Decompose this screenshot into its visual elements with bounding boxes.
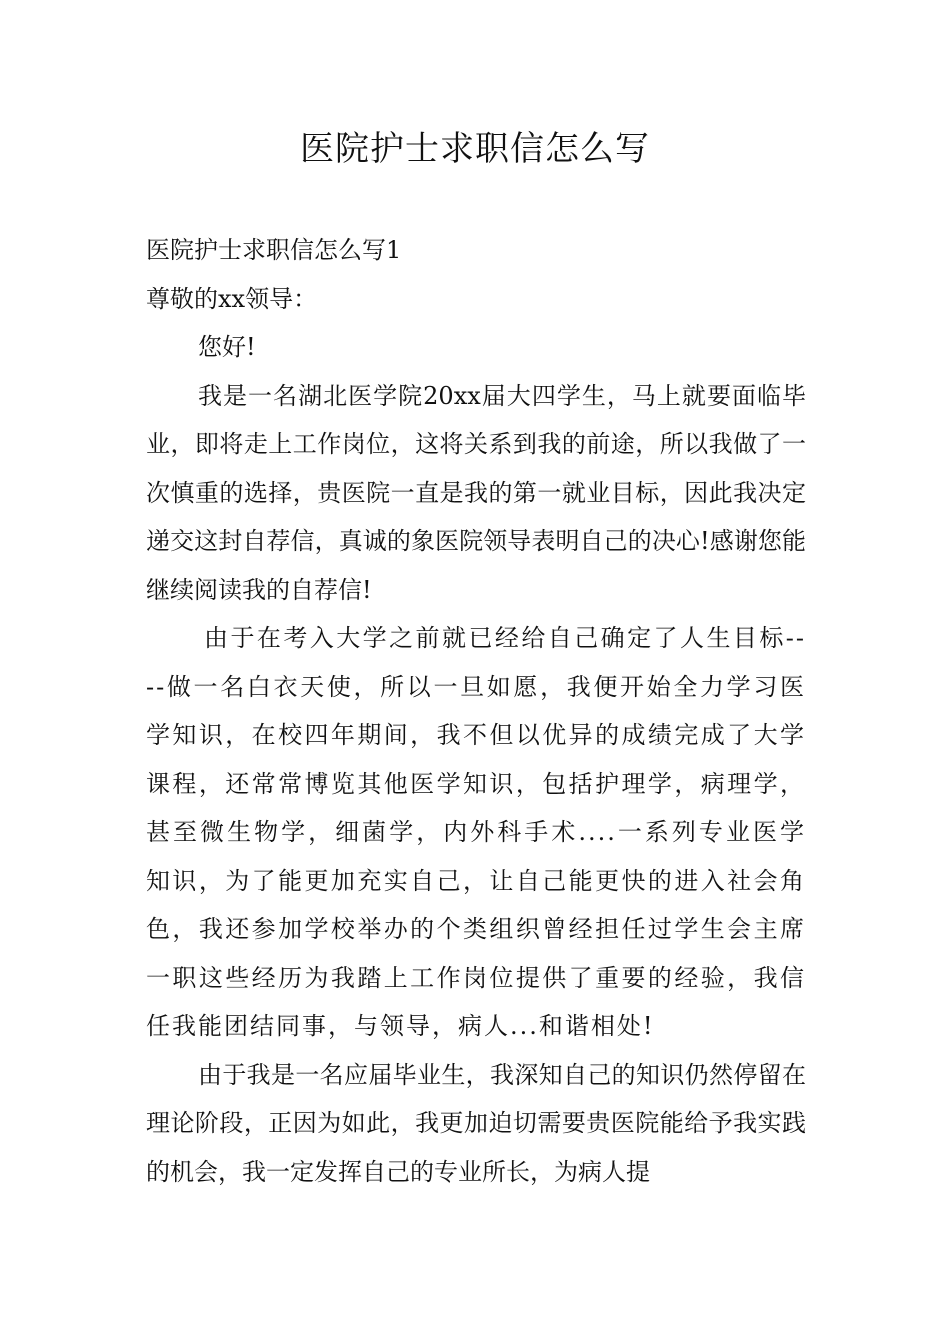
body-paragraph-2: 由于在考入大学之前就已经给自己确定了人生目标----做一名白衣天使，所以一旦如愿，我便开始全力学习医学知识，在校四年期间，我不但以优异的成绩完成了大学课程，还常常博览其他医学知识，包括护理学，病理学，甚至微生物学，细菌学，内外科手术....一系列专业医学知识，为了能更加充实自己，让自己能更快的进入社会角色，我还参加学校举办的个类组织曾经担任过学生会主席一职这些经历为我踏上工作岗位提供了重要的经验，我信任我能团结同事，与领导，病人...和谐相处! xyxy=(146,624,806,1040)
letter-salutation: 尊敬的xx领导： xyxy=(146,284,318,313)
letter-subtitle: 医院护士求职信怎么写1 xyxy=(146,236,402,264)
document-body xyxy=(146,226,806,1196)
body-paragraph-1: 我是一名湖北医学院20xx届大四学生，马上就要面临毕业，即将走上工作岗位，这将关系到我的前途，所以我做了一次慎重的选择，贵医院一直是我的第一就业目标，因此我决定递交这封自荐信，真诚的象医院领导表明自己的决心!感谢您能继续阅读我的自荐信! xyxy=(146,381,806,604)
letter-greeting: 您好! xyxy=(198,333,256,361)
document-title: 医院护士求职信怎么写 xyxy=(300,129,650,169)
body-paragraph-3: 由于我是一名应届毕业生，我深知自己的知识仍然停留在理论阶段，正因为如此，我更加迫切需要贵医院能给予我实践的机会，我一定发挥自己的专业所长，为病人提 xyxy=(146,1060,806,1186)
